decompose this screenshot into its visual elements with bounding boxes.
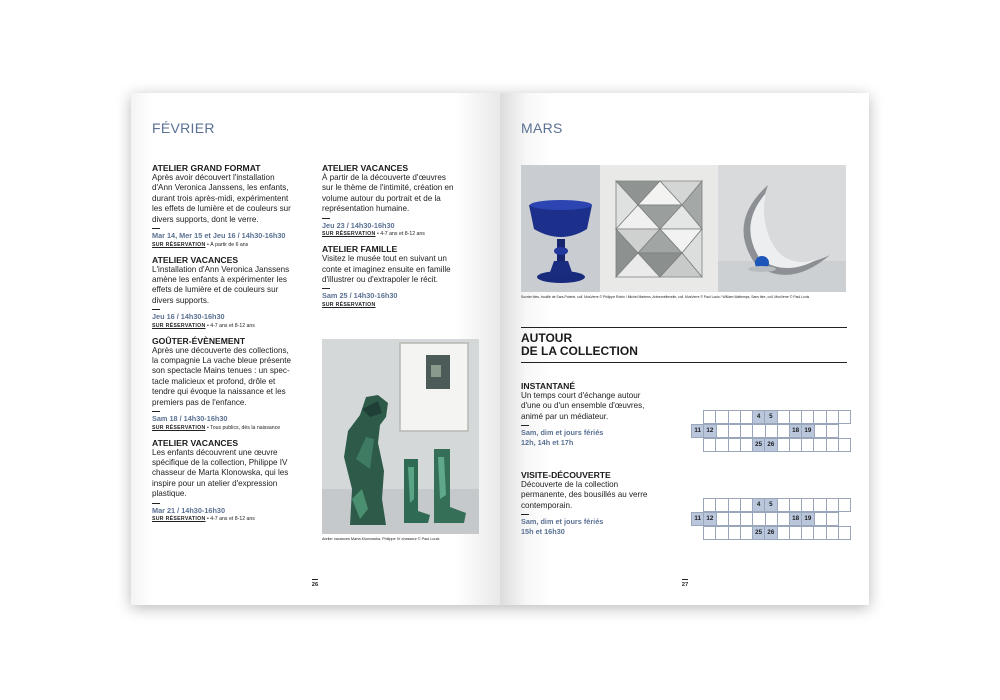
- reservation-label: SUR RÉSERVATION: [152, 322, 206, 329]
- calendar-day: 26: [764, 526, 777, 540]
- section-top-rule: [521, 327, 847, 328]
- reservation-detail: • 4-7 ans et 8-12 ans: [205, 516, 255, 523]
- calendar-day: [752, 512, 765, 526]
- event-line: sur le thème de l'intimité, création en: [322, 183, 454, 193]
- calendar-day: [728, 512, 741, 526]
- event-line: contemporain.: [521, 500, 573, 510]
- page-number-left: 26: [309, 579, 321, 588]
- event-line: d'Ann Veronica Janssens, les enfants,: [152, 183, 289, 193]
- calendar-day: [826, 424, 839, 438]
- calendar-day: [740, 526, 753, 540]
- event-line: L'installation d'Ann Veronica Janssens: [152, 264, 290, 274]
- calendar-day: [740, 410, 753, 424]
- calendar-day: [838, 498, 851, 512]
- calendar-day: 12: [703, 424, 716, 438]
- event-line: plastique.: [152, 489, 187, 499]
- mirror-facets-photo: [600, 165, 718, 292]
- event-time: 15h et 16h30: [521, 526, 565, 536]
- calendar-day: [826, 498, 839, 512]
- calendar-day: 4: [752, 498, 765, 512]
- event-line: d'une ou d'un ensemble d'œuvres,: [521, 401, 645, 411]
- calendar-day: 18: [789, 424, 802, 438]
- calendar-day: 11: [691, 512, 704, 526]
- calendar-day: [728, 410, 741, 424]
- section-title: [521, 332, 638, 358]
- reservation-detail: • 4-7 ans et 8-12 ans: [205, 322, 255, 329]
- section-bottom-rule: [521, 362, 847, 363]
- calendar-day: [814, 512, 827, 526]
- dog-sculpture-photo: [322, 339, 479, 534]
- event-line: Un temps court d'échange autour: [521, 391, 641, 400]
- event-line: son spectacle Mains tenues : un spec-: [152, 366, 290, 376]
- reservation-detail: • À partir de 6 ans: [205, 241, 249, 248]
- event-line: Visitez le musée tout en suivant un: [322, 254, 447, 264]
- event-line: divers supports.: [152, 295, 210, 305]
- reservation-label: SUR RÉSERVATION: [152, 241, 206, 248]
- month-heading-fevrier: FÉVRIER: [152, 120, 215, 136]
- calendar-day: [801, 526, 814, 540]
- event-date: Sam, dim et jours fériés: [521, 517, 604, 527]
- calendar-day: 26: [764, 438, 777, 452]
- event-line: inspire pour un atelier d'expression: [152, 478, 278, 488]
- event-entry: [152, 255, 312, 330]
- calendar-day: [715, 438, 728, 452]
- calendar-instantane: [691, 410, 850, 452]
- event-line: la compagnie La vache bleue présente: [152, 356, 292, 366]
- calendar-day: [765, 424, 778, 438]
- section-title-line1: AUTOUR: [521, 331, 573, 345]
- calendar-day: [740, 438, 753, 452]
- event-line: Découverte de la collection: [521, 480, 619, 489]
- calendar-day: [813, 498, 826, 512]
- left-column-2: [322, 163, 482, 315]
- reservation-label: SUR RÉSERVATION: [152, 516, 206, 523]
- calendar-day: [740, 424, 753, 438]
- page-left: [131, 93, 500, 605]
- crescent-glass-photo: [718, 165, 846, 292]
- event-entry: [152, 336, 312, 432]
- page-right: [500, 93, 869, 605]
- calendar-row: [703, 526, 850, 540]
- photos-caption: Sucrier bleu, bouillé de Sars-Poterie, coll. MusVerre © Philippe Robin / Michel Martens, Arbreoréflexelle, coll. MusVerre © Paul Louis / William Waltemps, Sans titre, coll. MusVerre © Paul Louis: [521, 295, 810, 299]
- glass-objects-photo-strip: [521, 165, 846, 292]
- calendar-day: [838, 438, 851, 452]
- event-dash: [152, 503, 160, 504]
- calendar-day: 18: [789, 512, 802, 526]
- reservation-detail: • Tous publics, dès la naissance: [205, 424, 281, 431]
- booklet-spread: [131, 93, 869, 605]
- calendar-day: [740, 498, 753, 512]
- calendar-day: 19: [801, 424, 814, 438]
- calendar-day: [801, 498, 814, 512]
- calendar-day: 19: [801, 512, 814, 526]
- left-column-1: [152, 163, 312, 529]
- event-dash: [152, 228, 160, 229]
- calendar-visite-decouverte: [691, 498, 850, 540]
- calendar-day: [715, 526, 728, 540]
- reservation-note: [322, 301, 482, 309]
- calendar-row: [691, 512, 850, 526]
- reservation-label: SUR RÉSERVATION: [322, 301, 376, 308]
- event-dash: [521, 514, 529, 515]
- event-time: 12h, 14h et 17h: [521, 437, 574, 447]
- calendar-day: [716, 512, 729, 526]
- reservation-note: [322, 230, 482, 238]
- event-line: premiers pas de l'enfance.: [152, 397, 247, 407]
- calendar-day: 4: [752, 410, 765, 424]
- calendar-day: [728, 438, 741, 452]
- event-line: amène les enfants à expérimenter les: [152, 274, 287, 284]
- calendar-day: [703, 438, 716, 452]
- event-date: Jeu 16 / 14h30-16h30: [152, 312, 225, 322]
- calendar-day: [801, 410, 814, 424]
- calendar-day: [740, 512, 753, 526]
- event-line: volume autour du portrait et de la: [322, 193, 441, 203]
- event-line: durant trois après-midi, expérimentent: [152, 193, 289, 203]
- calendar-day: [777, 410, 790, 424]
- event-line: spécifique de la collection, Philippe IV: [152, 458, 288, 467]
- reservation-detail: • 4-7 ans et 8-12 ans: [375, 231, 425, 238]
- page-number-right: 27: [679, 579, 691, 588]
- calendar-day: [826, 410, 839, 424]
- calendar-row: [703, 498, 850, 512]
- calendar-day: [777, 424, 790, 438]
- event-line: À partir de la découverte d'œuvres: [322, 173, 446, 182]
- calendar-day: [813, 410, 826, 424]
- calendar-day: [703, 526, 716, 540]
- event-title: GOÛTER-ÉVÈNEMENT: [152, 335, 246, 346]
- event-dash: [322, 218, 330, 219]
- event-entry: [152, 163, 312, 249]
- event-instantane: [521, 381, 671, 447]
- event-entry: [322, 244, 482, 309]
- calendar-row: [703, 410, 850, 424]
- event-date: Sam, dim et jours fériés: [521, 428, 604, 438]
- calendar-day: [826, 526, 839, 540]
- calendar-day: [777, 438, 790, 452]
- calendar-day: 11: [691, 424, 704, 438]
- calendar-day: [777, 526, 790, 540]
- reservation-note: [152, 322, 312, 330]
- event-dash: [521, 425, 529, 426]
- event-title: ATELIER VACANCES: [152, 254, 239, 265]
- calendar-day: [728, 498, 741, 512]
- dog-photo-caption: Atelier vacances Marta Klonowska, Philippe IV chasseur © Paul Louis: [322, 537, 440, 541]
- calendar-day: 5: [764, 410, 777, 424]
- calendar-day: [789, 410, 802, 424]
- calendar-day: 25: [752, 526, 765, 540]
- calendar-day: [777, 512, 790, 526]
- calendar-day: [752, 424, 765, 438]
- event-title: ATELIER VACANCES: [322, 163, 409, 173]
- calendar-day: [715, 498, 728, 512]
- event-line: conte et imaginez ensuite en famille: [322, 264, 451, 274]
- event-title: VISITE-DÉCOUVERTE: [521, 470, 611, 480]
- event-line: divers supports, dont le verre.: [152, 214, 259, 224]
- event-line: les effets de lumière et de couleurs sur: [152, 204, 291, 214]
- event-line: chasseur de Marta Klonowska, qui les: [152, 468, 289, 478]
- event-title: ATELIER FAMILLE: [322, 244, 398, 255]
- event-line: représentation humaine.: [322, 204, 410, 214]
- calendar-row: [703, 438, 850, 452]
- calendar-row: [691, 424, 850, 438]
- calendar-day: [814, 424, 827, 438]
- calendar-day: 5: [764, 498, 777, 512]
- calendar-day: [826, 438, 839, 452]
- calendar-day: [789, 438, 802, 452]
- event-date: Mar 21 / 14h30-16h30: [152, 505, 226, 515]
- event-line: Après avoir découvert l'installation: [152, 173, 275, 182]
- event-title: INSTANTANÉ: [521, 381, 576, 391]
- event-date: Mar 14, Mer 15 et Jeu 16 / 14h30-16h30: [152, 231, 286, 241]
- calendar-day: [789, 526, 802, 540]
- calendar-day: [715, 410, 728, 424]
- calendar-day: [838, 410, 851, 424]
- reservation-note: [152, 424, 312, 432]
- event-entry: [152, 438, 312, 524]
- blue-glass-cup-photo: [521, 165, 600, 292]
- event-line: tacle malicieux et profond, drôle et: [152, 376, 276, 386]
- calendar-day: [716, 424, 729, 438]
- calendar-day: [813, 438, 826, 452]
- event-date: Jeu 23 / 14h30-16h30: [322, 220, 395, 230]
- calendar-day: [703, 498, 716, 512]
- reservation-label: SUR RÉSERVATION: [322, 231, 376, 238]
- calendar-day: [703, 410, 716, 424]
- event-visite-decouverte: [521, 470, 671, 536]
- section-title-line2: DE LA COLLECTION: [521, 344, 638, 358]
- event-entry: [322, 163, 482, 238]
- calendar-day: [728, 424, 741, 438]
- calendar-day: [813, 526, 826, 540]
- calendar-day: [826, 512, 839, 526]
- calendar-day: [777, 498, 790, 512]
- calendar-day: [838, 526, 851, 540]
- event-dash: [152, 411, 160, 412]
- event-title: ATELIER VACANCES: [152, 437, 239, 448]
- calendar-day: 25: [752, 438, 765, 452]
- event-date: Sam 25 / 14h30-16h30: [322, 291, 398, 301]
- calendar-day: [801, 438, 814, 452]
- reservation-note: [152, 241, 312, 249]
- event-date: Sam 18 / 14h30-16h30: [152, 414, 228, 424]
- event-line: effets de lumière et de couleurs sur: [152, 285, 279, 295]
- reservation-label: SUR RÉSERVATION: [152, 424, 206, 431]
- event-line: Après une découverte des collections,: [152, 345, 289, 355]
- event-line: animé par un médiateur.: [521, 411, 609, 421]
- event-dash: [152, 309, 160, 310]
- calendar-day: 12: [703, 512, 716, 526]
- event-title: ATELIER GRAND FORMAT: [152, 163, 261, 173]
- reservation-note: [152, 515, 312, 523]
- event-line: d'illustrer ou d'extrapoler le récit.: [322, 274, 439, 284]
- calendar-day: [728, 526, 741, 540]
- month-heading-mars: MARS: [521, 120, 563, 136]
- event-line: tendre qui évoque la naissance et les: [152, 387, 286, 397]
- calendar-day: [789, 498, 802, 512]
- event-line: permanente, des bousillés au verre: [521, 490, 648, 500]
- calendar-day: [765, 512, 778, 526]
- event-line: Les enfants découvrent une œuvre: [152, 447, 278, 457]
- event-dash: [322, 288, 330, 289]
